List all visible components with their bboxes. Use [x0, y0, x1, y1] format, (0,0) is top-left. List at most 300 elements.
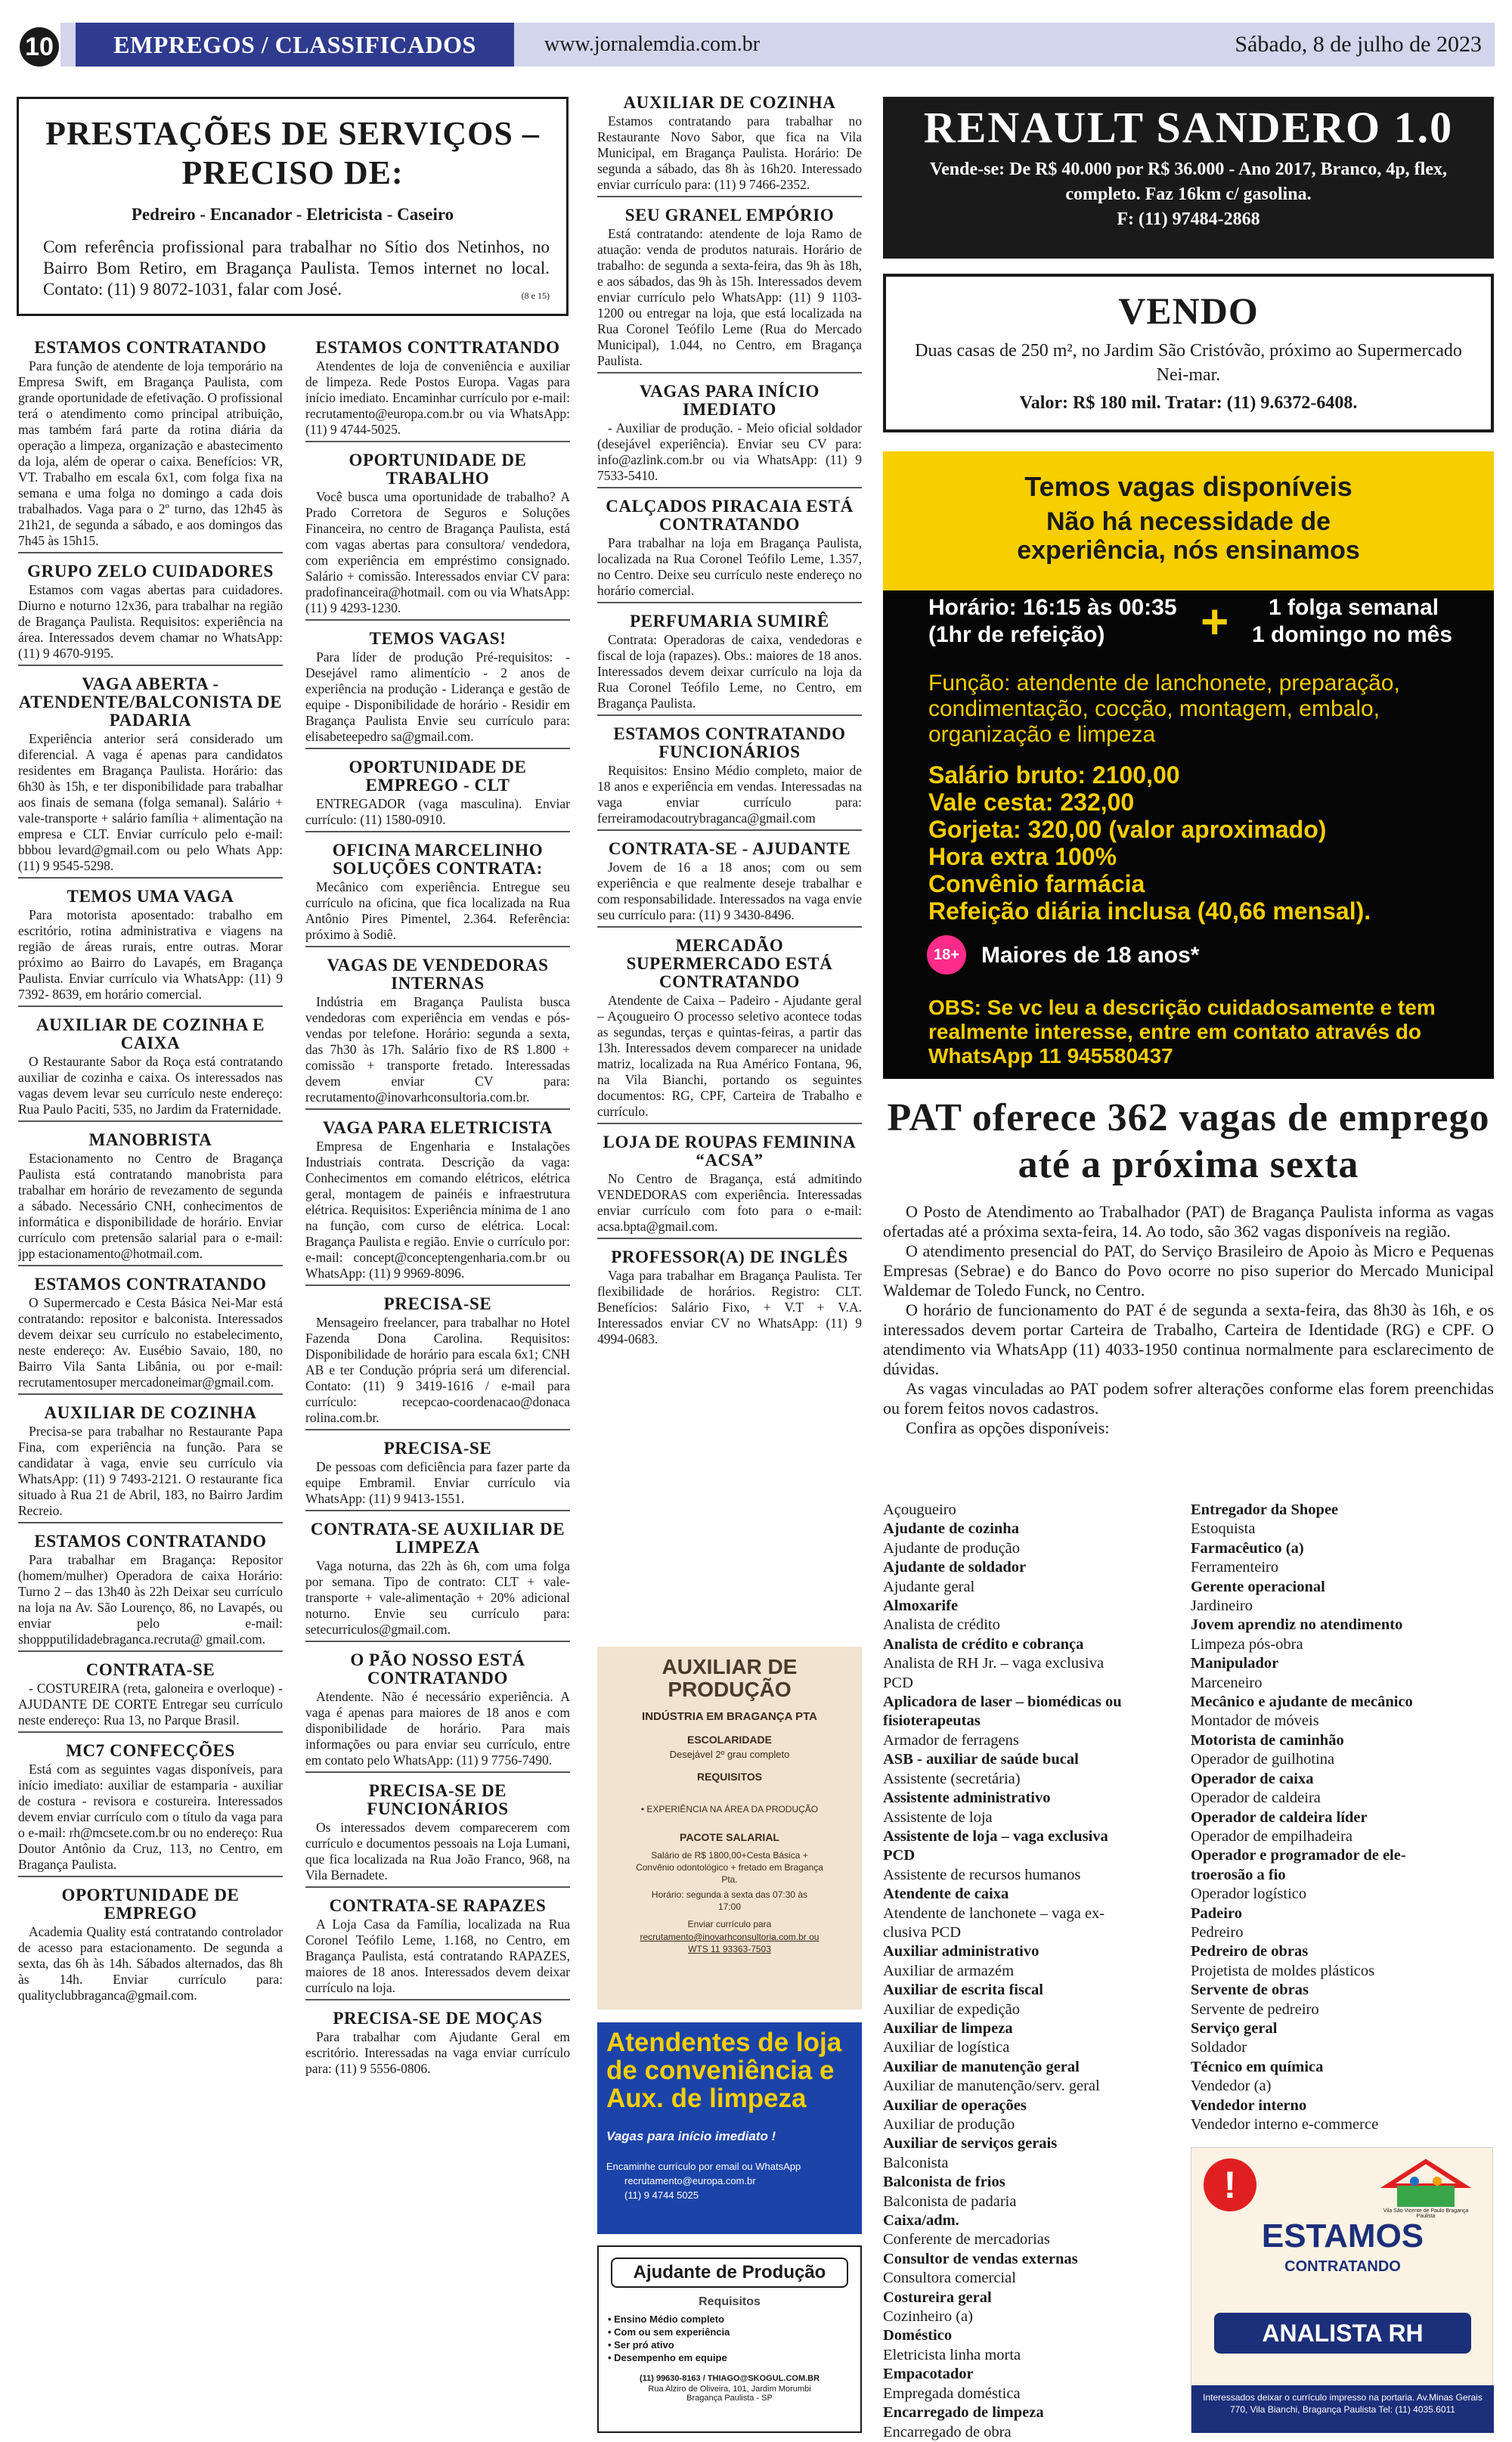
classified-ad — [305, 1782, 570, 1888]
section-title: EMPREGOS / CLASSIFICADOS — [76, 23, 514, 67]
occupation-item: Farmacêutico (a) — [1191, 1539, 1304, 1557]
divider — [597, 602, 862, 603]
classified-title: AUXILIAR DE COZINHA — [623, 94, 836, 112]
classified-ad — [305, 2010, 570, 2077]
ad-subtitle: Pedreiro - Encanador - Eletricista - Caseiro — [131, 205, 454, 224]
classified-ad — [305, 1295, 570, 1430]
ad-role: ANALISTA RH — [1214, 2313, 1471, 2354]
classified-title: VAGA PARA ELETRICISTA — [322, 1118, 553, 1137]
divider — [305, 619, 570, 621]
classified-text: De pessoas com deficiência para fazer parte da equipe Embramil. Enviar currículo via WhatsApp: (11) 9 9413-1551. — [305, 1459, 570, 1506]
occupation-item: Serviço geral — [1191, 2019, 1278, 2037]
divider — [305, 1999, 570, 2000]
classified-text: Atendente. Não é necessário experiência. A vaga é apenas para maiores de 18 anos e com disponibilidade de horário. Para mais informações ou para enviar seu currículo, entre em contato pelo WhatsApp: (11) 9 7756-7490. — [305, 1689, 570, 1768]
alert-icon: ! — [1204, 2158, 1256, 2211]
classified-title: TEMOS UMA VAGA — [67, 887, 234, 906]
divider — [18, 665, 283, 666]
ad-pacote: Salário de R$ 1800,00+Cesta Básica + Convênio odontológico + fretado em Bragança Pta. — [636, 1850, 823, 1885]
divider — [305, 1429, 570, 1430]
classified-text: - COSTUREIRA (reta, galoneira e overloque) - AJUDANTE DE CORTE Entregar seu currículo neste endereço: Rua 13, no Parque Brasil. — [18, 1681, 283, 1728]
divider — [305, 441, 570, 442]
classified-ad — [18, 562, 283, 666]
classified-text: Requisitos: Ensino Médio completo, maior de 18 anos e experiência em vendas. Interessadas na vaga enviar currículo para: ferreiramodacoutrybraganca@gmail.com — [597, 763, 862, 826]
occupation-item: Balconista — [883, 2154, 949, 2171]
divider — [18, 877, 283, 879]
classified-title: AUXILIAR DE COZINHA E CAIXA — [36, 1015, 265, 1052]
occupations-list-left — [883, 1501, 1178, 2442]
house-icon — [1380, 2158, 1471, 2208]
occupation-item: Ferramenteiro — [1191, 1559, 1279, 1576]
divider — [305, 1641, 570, 1642]
issue-date: Sábado, 8 de julho de 2023 — [1235, 32, 1482, 57]
occupation-item: Gerente operacional — [1191, 1578, 1325, 1595]
classified-title: OPORTUNIDADE DE EMPREGO — [61, 1886, 240, 1923]
ad-heading: Temos vagas disponíveis — [1024, 471, 1352, 502]
classified-title: PRECISA-SE DE FUNCIONÁRIOS — [367, 1781, 509, 1818]
occupation-item: Operador de caixa — [1191, 1770, 1314, 1787]
occupation-item: Empacotador — [883, 2366, 974, 2383]
classified-text: O Restaurante Sabor da Roça está contratando auxiliar de cozinha e caixa. Os interessados nas vagas devem levar seu currículo neste endereço: Rua Paulo Paciti, 535, no Jardim da Fraternidade. — [18, 1054, 283, 1117]
classified-ad — [18, 1886, 283, 2003]
article-paragraph: O horário de funcionamento do PAT é de segunda a sexta-feira, das 8h30 às 16h, e os interessados devem portar Carteira de Trabalho, Carteira de Identidade (RG) e CPF. O atendimento via WhatsApp (11) 4033-1950 continua normalmente para esclarecimento de dúvidas. — [883, 1300, 1494, 1378]
occupation-item: Motorista de caminhão — [1191, 1731, 1344, 1749]
classified-ad — [18, 1661, 283, 1733]
occupation-item: Balconista de padaria — [883, 2193, 1017, 2210]
occupation-item: fisioterapeutas — [883, 1712, 981, 1730]
divider — [18, 1731, 283, 1733]
classified-text: Atendente de Caixa – Padeiro - Ajudante geral – Açougueiro O processo seletivo acontece todas as segundas, terças e quintas-feiras, a partir das 13h. Interessados devem comparecer na unidade matriz, localizada na Rua Américo Fontana, 96, na Vila Bianchi, portando os seguintes documentos: RG, CPF, Carteira de Trabalho e currículo. — [597, 993, 862, 1119]
occupation-item: Atendente de lanchonete – vaga ex- — [883, 1904, 1105, 1922]
occupation-item: Limpeza pós-obra — [1191, 1635, 1303, 1653]
classified-text: Empresa de Engenharia e Instalações Industriais contrata. Descrição da vaga: Conhecimentos em comando elétricos, elétrica geral, montagem de painéis e infraestrutura elétrica. Requisitos: Experiência mínima de 1 ano na função, com curso de elétrica. Local: Bragança Paulista e região. Envie o currículo por: e-mail: concept@conceptengenharia.com.br ou WhatsApp: (11) 9 9969-8096. — [305, 1139, 570, 1281]
classified-text: Experiência anterior será considerado um diferencial. A vaga é apenas para candidatos residentes em Bragança Paulista. Horário: das 6h30 às 15h, e ter disponibilidade para trabalhar aos finais de semana (folga semanal). Salário + vale-transporte + salário família + alimentação na empresa e CLT. Enviar currículo pelo e-mail: bbbou levard@gmail.com ou pelo Whats App: (11) 9 9545-5298. — [18, 731, 283, 873]
ad-vagas-lanchonete — [883, 451, 1494, 1079]
site-url[interactable]: www.jornalemdia.com.br — [544, 33, 761, 56]
occupation-item: clusiva PCD — [883, 1923, 962, 1941]
ad-title: Ajudante de Produção — [611, 2258, 848, 2288]
classified-text: Para trabalhar na loja em Bragança Paulista, localizada na Rua Coronel Teófilo Leme, 1.357, no Centro. Deixe seu currículo neste endereço no horário comercial. — [597, 535, 862, 598]
occupation-item: Entregador da Shopee — [1191, 1501, 1339, 1518]
occupation-item: Vendedor interno — [1191, 2096, 1307, 2114]
occupation-item: troerosão a fio — [1191, 1866, 1286, 1883]
classified-text: Vaga noturna, das 22h às 6h, com uma folga por semana. Tipo de contrato: CLT + vale-transporte + vale-alimentação + 20% adicional noturno. Envie seu currículo para: setecurriculos@gmail.com. — [305, 1558, 570, 1637]
ad-convenio: Convênio farmácia — [928, 870, 1145, 897]
occupation-item: Ajudante de produção — [883, 1539, 1021, 1557]
ad-requisito: • EXPERIÊNCIA NA ÁREA DA PRODUÇÃO — [640, 1804, 819, 1814]
occupation-item: Atendente de caixa — [883, 1886, 1009, 1903]
classified-title: PRECISA-SE — [383, 1439, 492, 1458]
classified-text: No Centro de Bragança, está admitindo VENDEDORAS com experiência. Interessadas enviar currículo com foto para o e-mail: acsa.bpta@gmail.com. — [597, 1171, 862, 1234]
classified-title: VAGA ABERTA - ATENDENTE/BALCONISTA DE PADARIA — [18, 674, 283, 730]
occupation-item: Auxiliar de produção — [883, 2116, 1015, 2133]
occupation-item: Analista de crédito — [883, 1616, 1000, 1634]
classified-title: AUXILIAR DE COZINHA — [44, 1403, 257, 1422]
ad-text: Duas casas de 250 m², no Jardim São Cristóvão, próximo ao Supermercado Nei-mar. — [915, 341, 1462, 385]
classified-ad — [597, 206, 862, 373]
classified-ad — [305, 1119, 570, 1286]
classified-title: ESTAMOS CONTRATANDO FUNCIONÁRIOS — [613, 724, 846, 761]
occupation-item: Vendedor (a) — [1191, 2078, 1272, 2095]
classified-title: CALÇADOS PIRACAIA ESTÁ CONTRATANDO — [606, 497, 854, 534]
divider — [597, 926, 862, 928]
classified-title: O PÃO NOSSO ESTÁ CONTRATANDO — [350, 1650, 525, 1687]
classified-title: PRECISA-SE DE MOÇAS — [333, 2009, 543, 2028]
occupation-item: Operador logístico — [1191, 1886, 1307, 1903]
classified-title: OFICINA MARCELINHO SOLUÇÕES CONTRATA: — [332, 841, 544, 878]
classified-ad — [597, 725, 862, 831]
age-badge: 18+ — [927, 935, 966, 975]
ad-title: Atendentes de loja de conveniência e Aux. de limpeza — [606, 2028, 842, 2113]
occupation-item: Projetista de moldes plásticos — [1191, 1962, 1375, 1979]
divider — [305, 748, 570, 749]
divider — [305, 1771, 570, 1773]
classified-text: Contrata: Operadoras de caixa, vendedoras e fiscal de loja (rapazes). Obs.: maiores de 18 anos. Interessados devem deixar currículo na loja da Rua Coronel Teófilo Leme, no Centro, em Bragança Paulista. — [597, 632, 862, 711]
ad-hora-extra: Hora extra 100% — [928, 843, 1117, 870]
ad-escolaridade-heading: ESCOLARIDADE — [686, 1734, 772, 1746]
classified-title: CONTRATA-SE AUXILIAR DE LIMPEZA — [310, 1520, 565, 1557]
ad-requisitos-heading: REQUISITOS — [696, 1771, 763, 1783]
occupation-item: Auxiliar de expedição — [883, 2000, 1021, 2018]
classified-text: Está com as seguintes vagas disponíveis, para início imediato: auxiliar de estamparia - auxiliar de costura - revisora e costureira. Interessados devem enviar currículo com o título da vaga para o e-mail: rh@mcsete.com.br ou no endereço: Rua Doutor Antônio da Cruz, 113, no Centro, em Bragança Paulista. — [18, 1762, 283, 1872]
ad-gorjeta: Gorjeta: 320,00 (valor aproximado) — [928, 816, 1327, 843]
occupation-item: Auxiliar de manutenção geral — [883, 2058, 1080, 2075]
classified-title: ESTAMOS CONTTRATANDO — [315, 339, 560, 357]
classified-ad — [305, 956, 570, 1110]
occupation-item: Operador de caldeira líder — [1191, 1808, 1368, 1826]
occupation-item: Assistente (secretária) — [883, 1770, 1021, 1787]
occupation-item: Auxiliar de armazém — [883, 1962, 1015, 1979]
ad-analista-rh — [1191, 2147, 1493, 2432]
occupation-item: Soldador — [1191, 2039, 1247, 2056]
ad-estamos: ESTAMOS — [1261, 2217, 1424, 2255]
occupation-item: Consultora comercial — [883, 2270, 1016, 2287]
classified-title: TEMOS VAGAS! — [369, 629, 507, 648]
occupation-item: Auxiliar de limpeza — [883, 2019, 1013, 2037]
classified-text: Está contratando: atendente de loja Ramo de atuação: venda de produtos naturais. Horário de trabalho: de segunda a sexta-feira, das 9h às 18h, e aos sábados, das 9h às 15h. Interessados devem enviar currículo pelo WhatsApp: (11) 9 1103-1200 ou entregar na loja, que está localizada na Rua Coronel Teófilo Leme (Rua do Mercado Municipal), 1.044, no Centro, em Bragança Paulista. — [597, 226, 862, 368]
classified-ad — [597, 1248, 862, 1347]
ad-horario: Horário: 16:15 às 00:35 — [928, 595, 1177, 620]
ad-escolaridade: Desejável 2º grau completo — [669, 1749, 790, 1760]
classified-ad — [597, 497, 862, 603]
occupation-item: Servente de obras — [1191, 1982, 1309, 1999]
classified-text: A Loja Casa da Família, localizada na Rua Coronel Teófilo Leme, 1.168, no Centro, em Bragança Paulista, está contratando RAPAZES, maiores de 18 anos. Interessados devem deixar currículo na loja. — [305, 1917, 570, 1995]
classified-ad — [18, 339, 283, 553]
classified-text: Para trabalhar em Bragança: Repositor (homem/mulher) Operadora de caixa Horário: Turno 2 – das 13h40 às 22h Deixar seu currículo na loja na Av. São Lourenço, 86, no Lavapés, ou enviar pelo e-mail: shoppputilidadebraganca.recruta@ gmail.com. — [18, 1552, 283, 1647]
ad-body: Com referência profissional para trabalhar no Sítio dos Netinhos, no Bairro Bom Retiro, em Bragança Paulista. Temos internet no local. Contato: (11) 9 8072-1031, falar com José. — [43, 237, 550, 299]
occupation-item: Pedreiro — [1191, 1923, 1244, 1941]
occupation-item: PCD — [883, 1674, 913, 1691]
classified-text: Você busca uma oportunidade de trabalho? A Prado Corretora de Seguros e Soluções Financeira, no centro de Bragança Paulista, está com vagas abertas para consultora/ vendedora, com experiência em empréstimo consignado. Salário + comissão. Interessados enviar CV para: pradofinanceira@hotmail. com ou via WhatsApp: (11) 9 4293-1230. — [305, 489, 570, 615]
occupation-item: Ajudante geral — [883, 1578, 975, 1595]
classified-text: Indústria em Bragança Paulista busca vendedoras com experiência em vendas e pós-vendas por telefone. Horário: segunda a sexta, das 7h30 às 17h. Salário fixo de R$ 1.800 + comissão + transporte fretado. Interessadas devem enviar CV para: recrutamento@inovarhconsultoria.com.br. — [305, 994, 570, 1105]
divider — [305, 831, 570, 832]
divider — [597, 714, 862, 716]
classified-text: ENTREGADOR (vaga masculina). Enviar currículo: (11) 1580-0910. — [305, 796, 570, 827]
ad-renault-sandero — [883, 97, 1494, 259]
divider — [597, 1238, 862, 1239]
classified-title: CONTRATA-SE RAPAZES — [329, 1896, 547, 1915]
occupation-item: Auxiliar de serviços gerais — [883, 2135, 1058, 2152]
classifieds-column-3 — [597, 94, 862, 1675]
ad-email[interactable]: recrutamento@europa.com.br — [624, 2175, 756, 2186]
occupation-item: Cozinheiro (a) — [883, 2308, 973, 2326]
classified-ad — [597, 937, 862, 1124]
classified-ad — [305, 841, 570, 947]
classified-ad — [18, 1275, 283, 1395]
article-paragraph: O atendimento presencial do PAT, do Serviço Brasileiro de Apoio às Micro e Pequenas Empresas (Sebrae) e do Banco do Povo ocorre no piso superior do Mercado Municipal Waldemar de Toledo Funck, no Centro. — [883, 1241, 1494, 1300]
classified-title: ESTAMOS CONTRATANDO — [34, 339, 267, 357]
classified-ad — [305, 758, 570, 832]
classified-title: CONTRATA-SE - AJUDANTE — [608, 839, 851, 858]
classified-title: SEU GRANEL EMPÓRIO — [624, 206, 835, 225]
occupation-item: Assistente administrativo — [883, 1790, 1051, 1807]
occupation-item: Mecânico e ajudante de mecânico — [1191, 1694, 1413, 1711]
page-number: 10 — [20, 27, 59, 67]
classified-text: O Supermercado e Cesta Básica Nei-Mar está contratando: repositor e balconista. Interessados devem deixar seu currículo no estabelecimento, neste endereço: Av. Eusébio Savaio, 180, no Bairro Vila Santa Libânia, ou por e-mail: recrutamentosuper mercadoneimar@gmail.com. — [18, 1295, 283, 1390]
divider — [18, 1650, 283, 1652]
article-body — [883, 1202, 1494, 1438]
classified-text: Estamos com vagas abertas para cuidadores. Diurno e noturno 12x36, para trabalhar na região de Bragança Paulista. Requisitos: experiência na área. Interessados devem chamar no WhatsApp: (11) 9 4670-9195. — [18, 582, 283, 661]
occupation-item: Assistente de loja – vaga exclusiva — [883, 1827, 1108, 1845]
occupation-item: Empregada doméstica — [883, 2385, 1021, 2402]
ad-vendo-casas — [883, 274, 1494, 432]
divider — [305, 1108, 570, 1110]
occupation-item: Analista de RH Jr. – vaga exclusiva — [883, 1655, 1105, 1672]
divider — [18, 1393, 283, 1395]
ad-ajudante-producao — [597, 2245, 862, 2433]
ad-phone[interactable]: (11) 9 4744 5025 — [624, 2189, 699, 2201]
occupation-item: Eletricista linha morta — [883, 2346, 1021, 2363]
ad-auxiliar-producao — [597, 1647, 862, 2010]
ad-funcao — [928, 671, 1458, 748]
classified-text: Vaga para trabalhar em Bragança Paulista. Ter flexibilidade de horários. Registro: CLT. Benefícios: Salário Fixo, + V.T + V.A. Interessados enviar CV no WhatsApp: (11) 9 4994-0683. — [597, 1268, 862, 1347]
classified-ad — [305, 1897, 570, 2000]
ad-title: RENAULT SANDERO 1.0 — [923, 103, 1454, 152]
classified-title: PRECISA-SE — [383, 1294, 492, 1313]
occupation-item: Ajudante de cozinha — [883, 1520, 1019, 1538]
occupation-item: Operador de empilhadeira — [1191, 1827, 1353, 1845]
ad-refeicao-inclusa: Refeição diária inclusa (40,66 mensal). — [928, 897, 1371, 925]
divider — [305, 946, 570, 947]
divider — [305, 1285, 570, 1286]
divider — [597, 829, 862, 831]
classified-ad — [18, 1742, 283, 1877]
divider — [18, 552, 283, 553]
classified-ad — [18, 888, 283, 1007]
ad-europa — [597, 2022, 862, 2234]
occupation-item: Aplicadora de laser – biomédicas ou — [883, 1694, 1122, 1711]
occupation-item: Costureira geral — [883, 2289, 992, 2306]
ad-subheading: Não há necessidade de experiência, nós ensinamos — [1017, 507, 1360, 565]
classified-title: PROFESSOR(A) DE INGLÊS — [611, 1247, 848, 1266]
classified-title: VAGAS DE VENDEDORAS INTERNAS — [327, 956, 549, 993]
classified-ad — [597, 383, 862, 488]
occupation-item: Auxiliar de operações — [883, 2096, 1027, 2114]
occupation-item: Operador de caldeira — [1191, 1790, 1321, 1807]
occupation-item: Encarregado de limpeza — [883, 2404, 1044, 2422]
divider — [18, 1006, 283, 1007]
occupation-item: Padeiro — [1191, 1904, 1242, 1922]
classified-title: GRUPO ZELO CUIDADORES — [27, 562, 274, 581]
classified-text: Atendentes de loja de conveniência e auxiliar de limpeza. Rede Postos Europa. Vagas para início imediato. Encaminhar currículo por e-mail: recrutamento@europa.com.br ou via WhatsApp: (11) 9 4744-5025. — [305, 358, 570, 437]
classified-title: MERCADÃO SUPERMERCADO ESTÁ CONTRATANDO — [626, 936, 833, 991]
occupation-item: Analista de crédito e cobrança — [883, 1635, 1084, 1653]
ad-encaminhe: Encaminhe currículo por email ou WhatsApp — [606, 2161, 801, 2172]
divider — [305, 1510, 570, 1511]
ad-cesta: Vale cesta: 232,00 — [928, 789, 1135, 816]
classified-title: PERFUMARIA SUMIRÊ — [630, 612, 829, 631]
divider — [18, 1522, 283, 1523]
classified-title: MANOBRISTA — [88, 1130, 212, 1149]
ad-req-3: • Ser pró ativo — [608, 2339, 674, 2351]
classified-title: ESTAMOS CONTRATANDO — [34, 1275, 267, 1294]
classified-text: Para trabalhar com Ajudante Geral em escritório. Interessadas na vaga enviar currículo para: (11) 9 5556-0806. — [305, 2029, 570, 2076]
ad-enviar: Enviar currículo para — [687, 1919, 772, 1929]
ad-domingo: 1 domingo no mês — [1252, 622, 1453, 647]
classified-ad — [18, 675, 283, 879]
ad-obs: OBS: Se vc leu a descrição cuidadosamente e tem realmente interesse, entre em contato através do WhatsApp 11 945580437 — [928, 996, 1436, 1068]
classified-ad — [597, 840, 862, 928]
classified-text: Mensageiro freelancer, para trabalhar no Hotel Fazenda Dona Carolina. Requisitos: Disponibilidade de horário para escala 6x1; CNH AB e ter Condução própria será um diferencial. Contato: (11) 9 3419-1616 / e-mail para currículo: recepcao-coordenacao@donaca rolina.com.br. — [305, 1315, 570, 1425]
occupation-item: Assistente de recursos humanos — [883, 1866, 1081, 1883]
article-title: PAT oferece 362 vagas de emprego até a próxima sexta — [887, 1096, 1490, 1186]
occupation-item: Açougueiro — [883, 1501, 956, 1518]
occupation-item: Marceneiro — [1191, 1674, 1263, 1691]
classified-ad — [305, 1439, 570, 1511]
ad-phone[interactable]: F: (11) 97484-2868 — [1117, 209, 1260, 229]
classified-text: Para líder de produção Pré-requisitos: - Desejável ramo alimentício - 2 anos de experiência na produção - Liderança e gestão de equipe - Disponibilidade de horário - Residir em Bragança Paulista Envie seu currículo para: elisabeteepedro sa@gmail.com. — [305, 649, 570, 744]
classified-text: Academia Quality está contratando controlador de acesso para estacionamento. De segunda a sexta, das 6h às 14h. Sábados alternados, das 8h às 14h. Enviar currículo para: qualityclubbraganca@gmail.com. — [18, 1924, 283, 2003]
ad-top-banner — [883, 451, 1494, 590]
classified-text: Estamos contratando para trabalhar no Restaurante Novo Sabor, que fica na Vila Municipal, em Bragança Paulista. Horário: De segunda a sábado, das 8h às 16h20. Interessado enviar currículo para: (11) 9 7466-2352. — [597, 113, 862, 192]
divider — [18, 1120, 283, 1122]
classified-title: OPORTUNIDADE DE TRABALHO — [349, 451, 527, 488]
ad-prestacoes-servicos — [17, 97, 569, 316]
classified-ad — [597, 1133, 862, 1239]
ad-note: Interessados deixar o currículo impresso na portaria. Av.Minas Gerais 770, Vila Bianchi, Bragança Paulista Tel: (11) 4035.6011 — [1191, 2385, 1494, 2433]
ad-vila-label: Vila São Vicente de Paulo Bragança Paulista — [1383, 2208, 1469, 2219]
ad-maiores: Maiores de 18 anos* — [981, 943, 1200, 968]
ad-inicio: Vagas para início imediato ! — [606, 2129, 776, 2143]
occupation-item: Técnico em química — [1191, 2058, 1324, 2075]
occupation-item: PCD — [883, 1847, 916, 1864]
classified-ad — [597, 94, 862, 197]
divider — [305, 1886, 570, 1888]
classified-text: Precisa-se para trabalhar no Restaurante Papa Fina, com experiência na função. Para se candidatar à vaga, envie seu currículo via WhatsApp: (11) 9 7493-2121. O restaurante fica situado à Rua 21 de Abril, 183, no Bairro Jardim Recreio. — [18, 1424, 283, 1518]
ad-salario: Salário bruto: 2100,00 — [928, 761, 1180, 789]
occupation-item: Ajudante de soldador — [883, 1559, 1027, 1576]
classified-ad — [305, 1651, 570, 1773]
classified-ad — [18, 1404, 283, 1523]
classified-text: - Auxiliar de produção. - Meio oficial soldador (desejável experiência). Enviar seu CV para: info@azlink.com.br ou via WhatsApp: (11) 9 7533-5410. — [597, 420, 862, 483]
occupations-list-right — [1191, 1501, 1493, 2134]
ad-pacote-heading: PACOTE SALARIAL — [680, 1831, 779, 1843]
ad-price: Valor: R$ 180 mil. Tratar: (11) 9.6372-6408. — [1019, 393, 1358, 413]
classified-ad — [305, 630, 570, 749]
ad-horario: Horário: segunda à sexta das 07:30 às 17:00 — [651, 1889, 808, 1912]
classifieds-column-1 — [18, 339, 283, 2433]
divider — [597, 1123, 862, 1124]
classified-ad — [305, 1520, 570, 1642]
classified-text: Para função de atendente de loja temporário na Empresa Swift, em Bragança Paulista, com grande oportunidade de efetivação. O profissional terá o atendimento como principal atribuição, mas também fará parte da rotina diária da operação a limpeza, organização e abastecimento da loja, além de operar o caixa. Benefícios: VR, VT. Trabalho em escala 6x1, com folga fixa na semana e uma folga no domingo a cada dois trabalhados. Vaga para o 2º turno, das 12h45 às 21h21, de segunda a sábado, e aos domingos das 7h45 às 15h15. — [18, 358, 283, 548]
ad-contratando: CONTRATANDO — [1284, 2258, 1401, 2275]
classified-text: Para motorista aposentado: trabalho em escritório, rotina administrativa e viagens na região de áreas rurais, entre outras. Morar próximo ao Bairro do Lavapés, em Bragança Paulista. Enviar currículo via WhatsApp: (11) 9 7392- 8639, em horário comercial. — [18, 907, 283, 1002]
article-paragraph: O Posto de Atendimento ao Trabalhador (PAT) de Bragança Paulista informa as vagas ofertadas até a próxima sexta-feira, 14. Ao todo, são 362 vagas disponíveis na região. — [883, 1202, 1494, 1241]
occupation-item: Pedreiro de obras — [1191, 1943, 1309, 1960]
plus-icon: + — [1201, 594, 1229, 649]
occupation-item: Servente de pedreiro — [1191, 2000, 1319, 2018]
occupation-item: Operador de guilhotina — [1191, 1751, 1335, 1768]
article-paragraph: Confira as opções disponíveis: — [906, 1418, 1110, 1437]
ad-folga: 1 folga semanal — [1269, 595, 1439, 620]
occupation-item: Manipulador — [1191, 1655, 1279, 1672]
ad-industry: INDÚSTRIA EM BRAGANÇA PTA — [642, 1710, 817, 1723]
classified-title: LOJA DE ROUPAS FEMININA “ACSA” — [603, 1133, 857, 1170]
divider — [18, 1876, 283, 1877]
ad-contact[interactable]: (11) 99630-8163 / THIAGO@SKOGUL.COM.BR — [639, 2374, 820, 2383]
ad-refeicao: (1hr de refeição) — [928, 622, 1105, 647]
article-paragraph: As vagas vinculadas ao PAT podem sofrer alterações conforme elas forem preenchidas ou forem feitos novos cadastros. — [883, 1379, 1494, 1418]
classified-ad — [18, 1131, 283, 1266]
classified-text: Estacionamento no Centro de Bragança Paulista está contratando manobrista para trabalhar em horário de revezamento de segunda a sábado. Necessário CNH, conhecimentos de informática e disponibilidade de horário. Enviar currículo com pretensão salarial para o e-mail: jpp estacionamento@hotmail.com. — [18, 1151, 283, 1261]
occupation-item: Consultor de vendas externas — [883, 2250, 1078, 2267]
classified-ad — [18, 1016, 283, 1122]
occupation-item: Vendedor interno e-commerce — [1191, 2116, 1379, 2133]
occupation-item: ASB - auxiliar de saúde bucal — [883, 1751, 1079, 1768]
occupation-item: Conferente de mercadorias — [883, 2231, 1050, 2248]
classified-ad — [18, 1532, 283, 1652]
classifieds-column-2 — [305, 339, 570, 2433]
classified-ad — [305, 451, 570, 621]
ad-title: VENDO — [1118, 290, 1259, 332]
occupation-item: Jovem aprendiz no atendimento — [1191, 1616, 1403, 1634]
occupation-item: Estoquista — [1191, 1520, 1256, 1538]
ad-note: (8 e 15) — [521, 290, 550, 301]
occupation-item: Jardineiro — [1191, 1598, 1253, 1615]
ad-text: Vende-se: De R$ 40.000 por R$ 36.000 - Ano 2017, Branco, 4p, flex, completo. Faz 16km c/ gasolina. — [930, 160, 1447, 204]
ad-title: PRESTAÇÕES DE SERVIÇOS – PRECISO DE: — [45, 115, 540, 191]
classified-title: ESTAMOS CONTRATANDO — [34, 1532, 267, 1551]
occupation-item: Caixa/adm. — [883, 2212, 959, 2230]
occupation-item: Montador de móveis — [1191, 1712, 1319, 1730]
occupation-item: Auxiliar de escrita fiscal — [883, 1982, 1043, 1999]
ad-city: Bragança Paulista - SP — [686, 2394, 773, 2403]
classified-text: Os interessados devem comparecerem com currículo e documentos pessoais na Loja Lumani, que fica localizada na Rua João Franco, 968, na Vila Bernadete. — [305, 1820, 570, 1883]
ad-req-1: • Ensino Médio completo — [608, 2313, 725, 2325]
classified-title: OPORTUNIDADE DE EMPREGO - CLT — [349, 758, 527, 795]
occupation-item: Almoxarife — [883, 1598, 959, 1615]
ad-req-2: • Com ou sem experiência — [608, 2326, 730, 2338]
classified-ad — [305, 339, 570, 442]
occupation-item: Assistente de loja — [883, 1808, 993, 1826]
occupation-item: Encarregado de obra — [883, 2423, 1012, 2440]
ad-contato[interactable]: recrutamento@inovarhconsultoria.com.br ou WTS 11 93363-7503 — [640, 1932, 820, 1954]
occupation-item: Auxiliar de logística — [883, 2039, 1010, 2056]
divider — [597, 487, 862, 488]
classified-title: MC7 CONFECÇÕES — [66, 1741, 235, 1760]
occupation-item: Doméstico — [883, 2327, 953, 2344]
divider — [597, 196, 862, 197]
ad-req-4: • Desempenho em equipe — [608, 2352, 727, 2363]
occupation-item: Operador e programador de ele- — [1191, 1847, 1406, 1864]
occupation-item: Auxiliar de manutenção/serv. geral — [883, 2078, 1100, 2095]
ad-req-heading: Requisitos — [699, 2295, 761, 2308]
ad-title: AUXILIAR DE PRODUÇÃO — [662, 1655, 798, 1701]
classified-text: Jovem de 16 a 18 anos; com ou sem experiência e que realmente deseje trabalhar e com responsabilidade. Interessados na vaga envie seu currículo para: (11) 9 3430-8496. — [597, 860, 862, 922]
divider — [597, 372, 862, 373]
classified-text: Mecânico com experiência. Entregue seu currículo na oficina, que fica localizada na Rua Antônio Pires Pimentel, 2.364. Referência: próximo à Sodiê. — [305, 879, 570, 942]
classified-title: VAGAS PARA INÍCIO IMEDIATO — [639, 382, 820, 419]
